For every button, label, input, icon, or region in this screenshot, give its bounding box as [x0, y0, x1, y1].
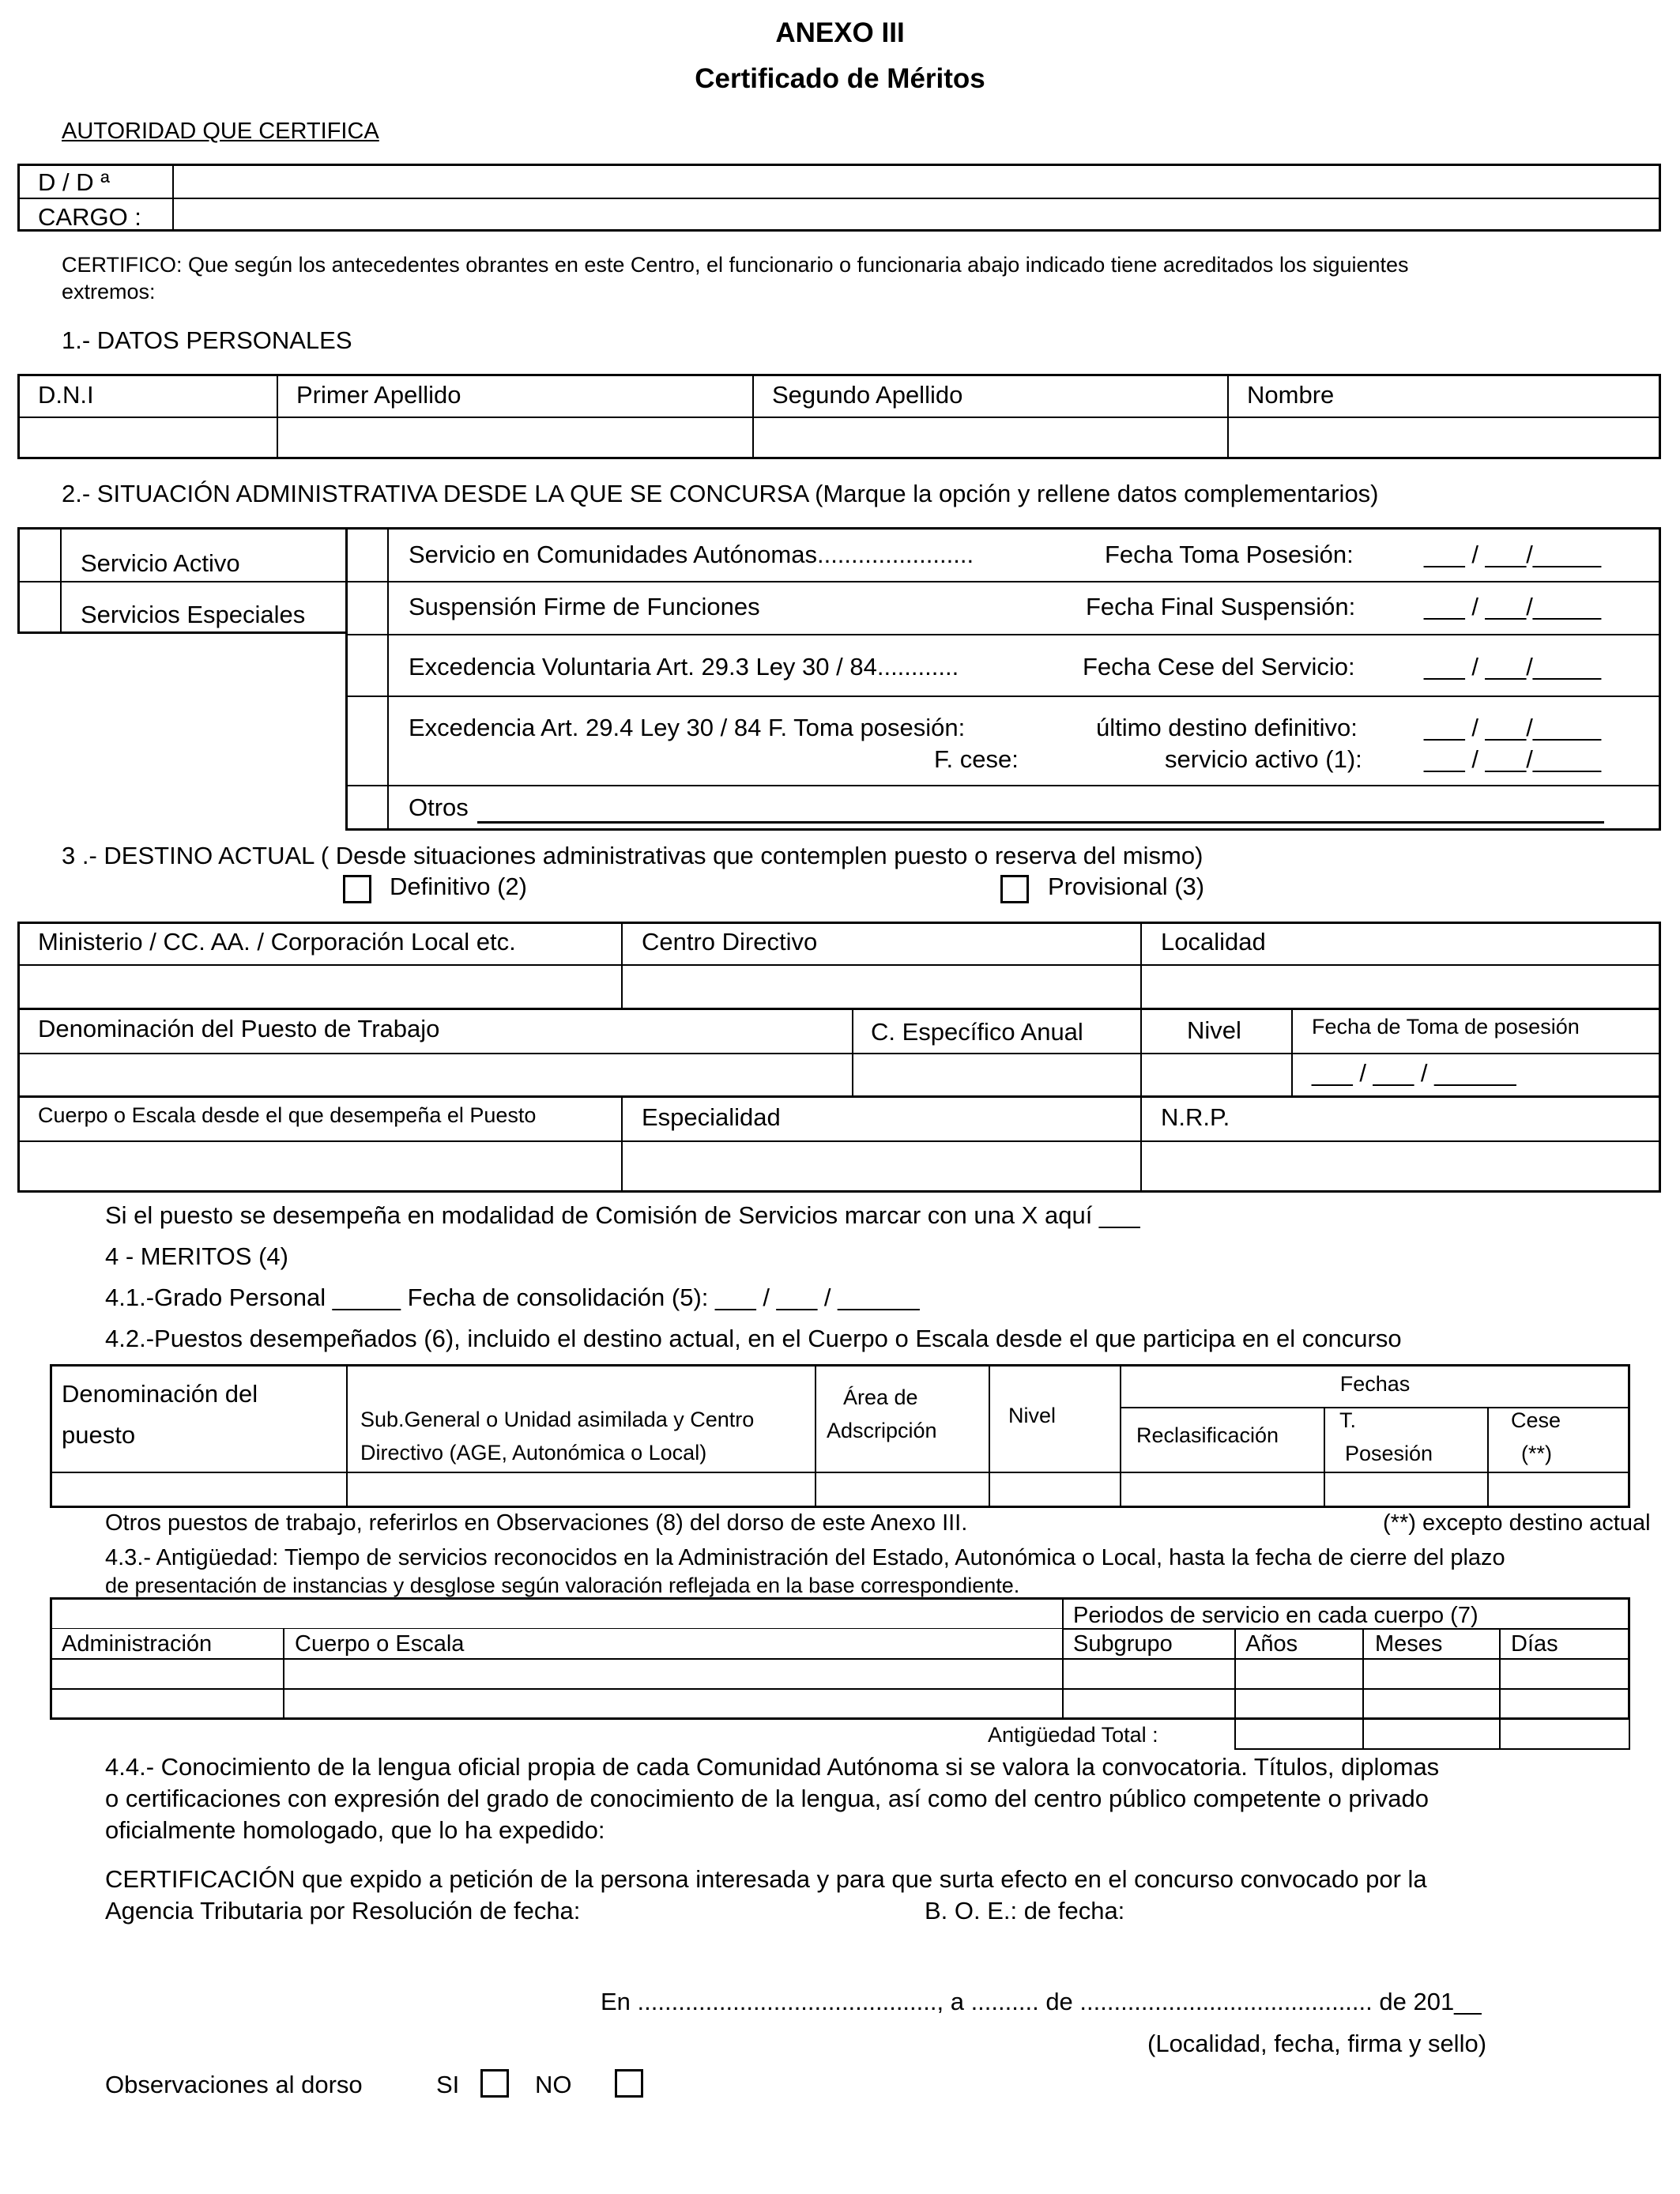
lengua-text-3: oficialmente homologado, que lo ha expedido: [105, 1816, 605, 1844]
antiguedad-text-1: 4.3.- Antigüedad: Tiempo de servicios reconocidos en la Administración del Estado, Autonómica o Local, hasta la fecha de cierre del plazo [105, 1545, 1505, 1570]
dni-label: D.N.I [38, 381, 94, 409]
especifico-field[interactable] [854, 1054, 1139, 1095]
t43-row1-administracion[interactable] [52, 1660, 282, 1687]
t42-subgeneral-field[interactable] [348, 1473, 814, 1506]
certificacion-text-2a: Agencia Tributaria por Resolución de fecha: [105, 1897, 581, 1924]
toma-posesion-date[interactable]: ___ / ___/_____ [1424, 541, 1602, 568]
localidad-label: Localidad [1161, 928, 1266, 956]
divider [346, 1364, 348, 1508]
t42-area-1: Área de [843, 1385, 918, 1409]
divider [17, 581, 348, 582]
name-field[interactable] [175, 166, 1658, 196]
divider [345, 581, 1661, 582]
otros-label: Otros [409, 794, 469, 821]
t42-subgeneral-1: Sub.General o Unidad asimilada y Centro [360, 1408, 755, 1431]
lengua-text-2: o certificaciones con expresión del grado de conocimiento de la lengua, así como del centro público competente o privado [105, 1785, 1430, 1812]
servicios-especiales-label: Servicios Especiales [81, 601, 306, 628]
divider [17, 1008, 1661, 1010]
si-checkbox[interactable] [480, 2069, 509, 2098]
page-title: Certificado de Méritos [695, 63, 985, 94]
divider [1062, 1597, 1064, 1720]
fecha-toma-label: Fecha de Toma de posesión [1312, 1015, 1580, 1039]
apellido2-field[interactable] [755, 419, 1226, 457]
centro-field[interactable] [623, 966, 1139, 1007]
excedencia-cese-label: F. cese: [934, 745, 1019, 773]
servicio-activo-date[interactable]: ___ / ___/_____ [1424, 745, 1602, 773]
divider [621, 922, 623, 1008]
divider [277, 374, 278, 459]
t42-cese-1: Cese [1511, 1408, 1561, 1432]
divider [989, 1364, 990, 1508]
t43-meses: Meses [1375, 1631, 1443, 1657]
no-label: NO [535, 2071, 572, 2098]
excepto-note: (**) excepto destino actual [1383, 1510, 1651, 1536]
divider [752, 374, 754, 459]
cuerpo-label: Cuerpo o Escala desde el que desempeña el Puesto [38, 1103, 537, 1127]
servicio-activo-label: Servicio Activo [81, 549, 240, 577]
observaciones-label: Observaciones al dorso [105, 2071, 363, 2098]
ministerio-label: Ministerio / CC. AA. / Corporación Local etc. [38, 928, 516, 956]
comunidades-label: Servicio en Comunidades Autónomas....................... [409, 541, 974, 568]
otros-puestos-note: Otros puestos de trabajo, referirlos en Observaciones (8) del dorso de este Anexo III. [105, 1510, 968, 1536]
grado-personal-line: 4.1.-Grado Personal _____ Fecha de consolidación (5): ___ / ___ / ______ [105, 1284, 920, 1311]
especialidad-label: Especialidad [642, 1103, 781, 1131]
signature-place-line[interactable]: En ............................................, a .......... de ........................................... de 201__ [601, 1988, 1482, 2015]
divider [852, 1008, 853, 1095]
cargo-field[interactable] [175, 201, 1658, 229]
dni-field[interactable] [20, 419, 275, 457]
t42-reclasificacion-field[interactable] [1122, 1473, 1323, 1506]
puestos-title: 4.2.-Puestos desempeñados (6), incluido el destino actual, en el Cuerpo o Escala desde el que participa en el concurso [105, 1325, 1402, 1352]
divider [1140, 922, 1142, 1193]
final-suspension-label: Fecha Final Suspensión: [1086, 593, 1356, 620]
nivel-field[interactable] [1143, 1054, 1290, 1095]
signature-caption: (Localidad, fecha, firma y sello) [1147, 2030, 1487, 2057]
centro-label: Centro Directivo [642, 928, 818, 956]
t43-total-label: Antigüedad Total : [988, 1723, 1158, 1747]
otros-checkbox[interactable] [348, 786, 386, 828]
divider [50, 1628, 1062, 1629]
final-suspension-date[interactable]: ___ / ___/_____ [1424, 593, 1602, 620]
t42-area-2: Adscripción [827, 1419, 937, 1442]
certifico-text: CERTIFICO: Que según los antecedentes obrantes en este Centro, el funcionario o funcionaria abajo indicado tiene acreditados los siguientes [62, 253, 1409, 277]
provisional-label: Provisional (3) [1048, 873, 1205, 900]
divider [1291, 1008, 1293, 1095]
t42-tposesion-2: Posesión [1345, 1442, 1433, 1465]
servicio-activo-1-label: servicio activo (1): [1165, 745, 1362, 773]
divider [1362, 1717, 1364, 1750]
divider [283, 1628, 284, 1720]
t42-denominacion-2: puesto [62, 1421, 136, 1449]
cuerpo-field[interactable] [20, 1142, 620, 1190]
t42-denominacion-1: Denominación del [62, 1380, 258, 1408]
t43-subgrupo: Subgrupo [1073, 1631, 1173, 1657]
divider [345, 634, 1661, 635]
nivel-label: Nivel [1187, 1016, 1241, 1044]
section3-title: 3 .- DESTINO ACTUAL ( Desde situaciones administrativas que contemplen puesto o reserva del mismo) [62, 842, 1203, 869]
t43-anos: Años [1245, 1631, 1298, 1657]
divider [621, 1095, 623, 1193]
nrp-field[interactable] [1143, 1142, 1659, 1190]
divider [1234, 1628, 1236, 1720]
t43-cuerpo: Cuerpo o Escala [295, 1631, 465, 1657]
nombre-field[interactable] [1230, 419, 1659, 457]
provisional-checkbox[interactable] [1000, 875, 1029, 903]
localidad-field[interactable] [1143, 966, 1659, 1007]
antiguedad-text-2: de presentación de instancias y desglose según valoración reflejada en la base correspondiente. [105, 1574, 1020, 1597]
definitivo-label: Definitivo (2) [390, 873, 527, 900]
si-label: SI [436, 2071, 460, 2098]
certificacion-text-2b: B. O. E.: de fecha: [925, 1897, 1125, 1924]
servicios-especiales-checkbox[interactable] [20, 582, 59, 631]
divider [1324, 1407, 1325, 1508]
nrp-label: N.R.P. [1161, 1103, 1230, 1131]
cese-servicio-date[interactable]: ___ / ___/_____ [1424, 653, 1602, 680]
divider [60, 527, 62, 634]
t43-total-meses[interactable] [1365, 1719, 1498, 1748]
comunidades-checkbox[interactable] [348, 530, 386, 580]
annex-title: ANEXO III [775, 17, 905, 48]
excedencia-voluntaria-checkbox[interactable] [348, 635, 386, 695]
t42-denominacion-field[interactable] [52, 1473, 345, 1506]
name-label: D / D ª [38, 168, 110, 196]
ultimo-destino-date[interactable]: ___ / ___/_____ [1424, 714, 1602, 741]
t42-nivel-field[interactable] [991, 1473, 1119, 1506]
t42-reclasificacion: Reclasificación [1136, 1423, 1279, 1447]
fecha-toma-date[interactable]: ___ / ___ / ______ [1312, 1059, 1516, 1087]
definitivo-checkbox[interactable] [343, 875, 371, 903]
t43-periodos: Periodos de servicio en cada cuerpo (7) [1073, 1603, 1478, 1628]
apellido2-label: Segundo Apellido [772, 381, 963, 409]
suspension-label: Suspensión Firme de Funciones [409, 593, 760, 620]
apellido1-label: Primer Apellido [296, 381, 461, 409]
denominacion-label: Denominación del Puesto de Trabajo [38, 1015, 440, 1042]
lengua-text-1: 4.4.- Conocimiento de la lengua oficial propia de cada Comunidad Autónoma si se valora la convocatoria. Títulos, diplomas [105, 1753, 1440, 1781]
divider [345, 785, 1661, 786]
nombre-label: Nombre [1247, 381, 1335, 409]
t43-total-anos[interactable] [1237, 1719, 1362, 1748]
section2-title: 2.- SITUACIÓN ADMINISTRATIVA DESDE LA QUE SE CONCURSA (Marque la opción y rellene datos complementarios) [62, 480, 1379, 507]
certifico-text-2: extremos: [62, 280, 156, 303]
divider [172, 164, 174, 232]
authority-heading: AUTORIDAD QUE CERTIFICA [62, 119, 379, 144]
cargo-label: CARGO : [38, 203, 141, 231]
t42-cese-field[interactable] [1490, 1473, 1628, 1506]
t42-subgeneral-2: Directivo (AGE, Autonómica o Local) [360, 1441, 707, 1465]
denominacion-field[interactable] [20, 1054, 851, 1095]
t43-dias: Días [1511, 1631, 1558, 1657]
toma-posesion-label: Fecha Toma Posesión: [1105, 541, 1354, 568]
t42-tposesion-1: T. [1339, 1408, 1357, 1432]
divider [1487, 1407, 1489, 1508]
t42-fechas: Fechas [1339, 1372, 1411, 1396]
section1-title: 1.- DATOS PERSONALES [62, 326, 352, 354]
divider [1499, 1717, 1501, 1750]
no-checkbox[interactable] [615, 2069, 643, 2098]
t42-cese-2: (**) [1521, 1442, 1552, 1465]
divider [1362, 1628, 1364, 1720]
servicio-activo-checkbox[interactable] [20, 530, 59, 580]
especialidad-field[interactable] [623, 1142, 1139, 1190]
excedencia-294-label: Excedencia Art. 29.4 Ley 30 / 84 F. Toma posesión: [409, 714, 966, 741]
t42-tposesion-field[interactable] [1326, 1473, 1486, 1506]
divider [1227, 374, 1229, 459]
divider [17, 198, 1661, 199]
apellido1-field[interactable] [279, 419, 751, 457]
t42-nivel: Nivel [1008, 1404, 1057, 1427]
otros-line[interactable] [477, 821, 1604, 824]
cese-servicio-label: Fecha Cese del Servicio: [1083, 653, 1355, 680]
ministerio-field[interactable] [20, 966, 620, 1007]
divider [815, 1364, 816, 1508]
excedencia-294-checkbox[interactable] [348, 697, 386, 784]
section4-title: 4 - MERITOS (4) [105, 1242, 288, 1270]
certificacion-text-1: CERTIFICACIÓN que expido a petición de la persona interesada y para que surta efecto en el concurso convocado por la [105, 1865, 1427, 1893]
t43-administracion: Administración [62, 1631, 213, 1657]
t43-total-dias[interactable] [1501, 1719, 1629, 1748]
divider [1499, 1628, 1501, 1720]
t43-row2-cuerpo[interactable] [285, 1690, 1061, 1717]
t43-row1-cuerpo[interactable] [285, 1660, 1061, 1687]
especifico-label: C. Específico Anual [871, 1018, 1083, 1046]
t43-row2-administracion[interactable] [52, 1690, 282, 1717]
suspension-checkbox[interactable] [348, 582, 386, 633]
divider [17, 1095, 1661, 1098]
t42-area-field[interactable] [817, 1473, 988, 1506]
divider [345, 696, 1661, 697]
excedencia-voluntaria-label: Excedencia Voluntaria Art. 29.3 Ley 30 / 84............ [409, 653, 959, 680]
divider [17, 417, 1661, 418]
comision-text: Si el puesto se desempeña en modalidad de Comisión de Servicios marcar con una X aquí ___ [105, 1201, 1140, 1229]
ultimo-destino-label: último destino definitivo: [1096, 714, 1358, 741]
